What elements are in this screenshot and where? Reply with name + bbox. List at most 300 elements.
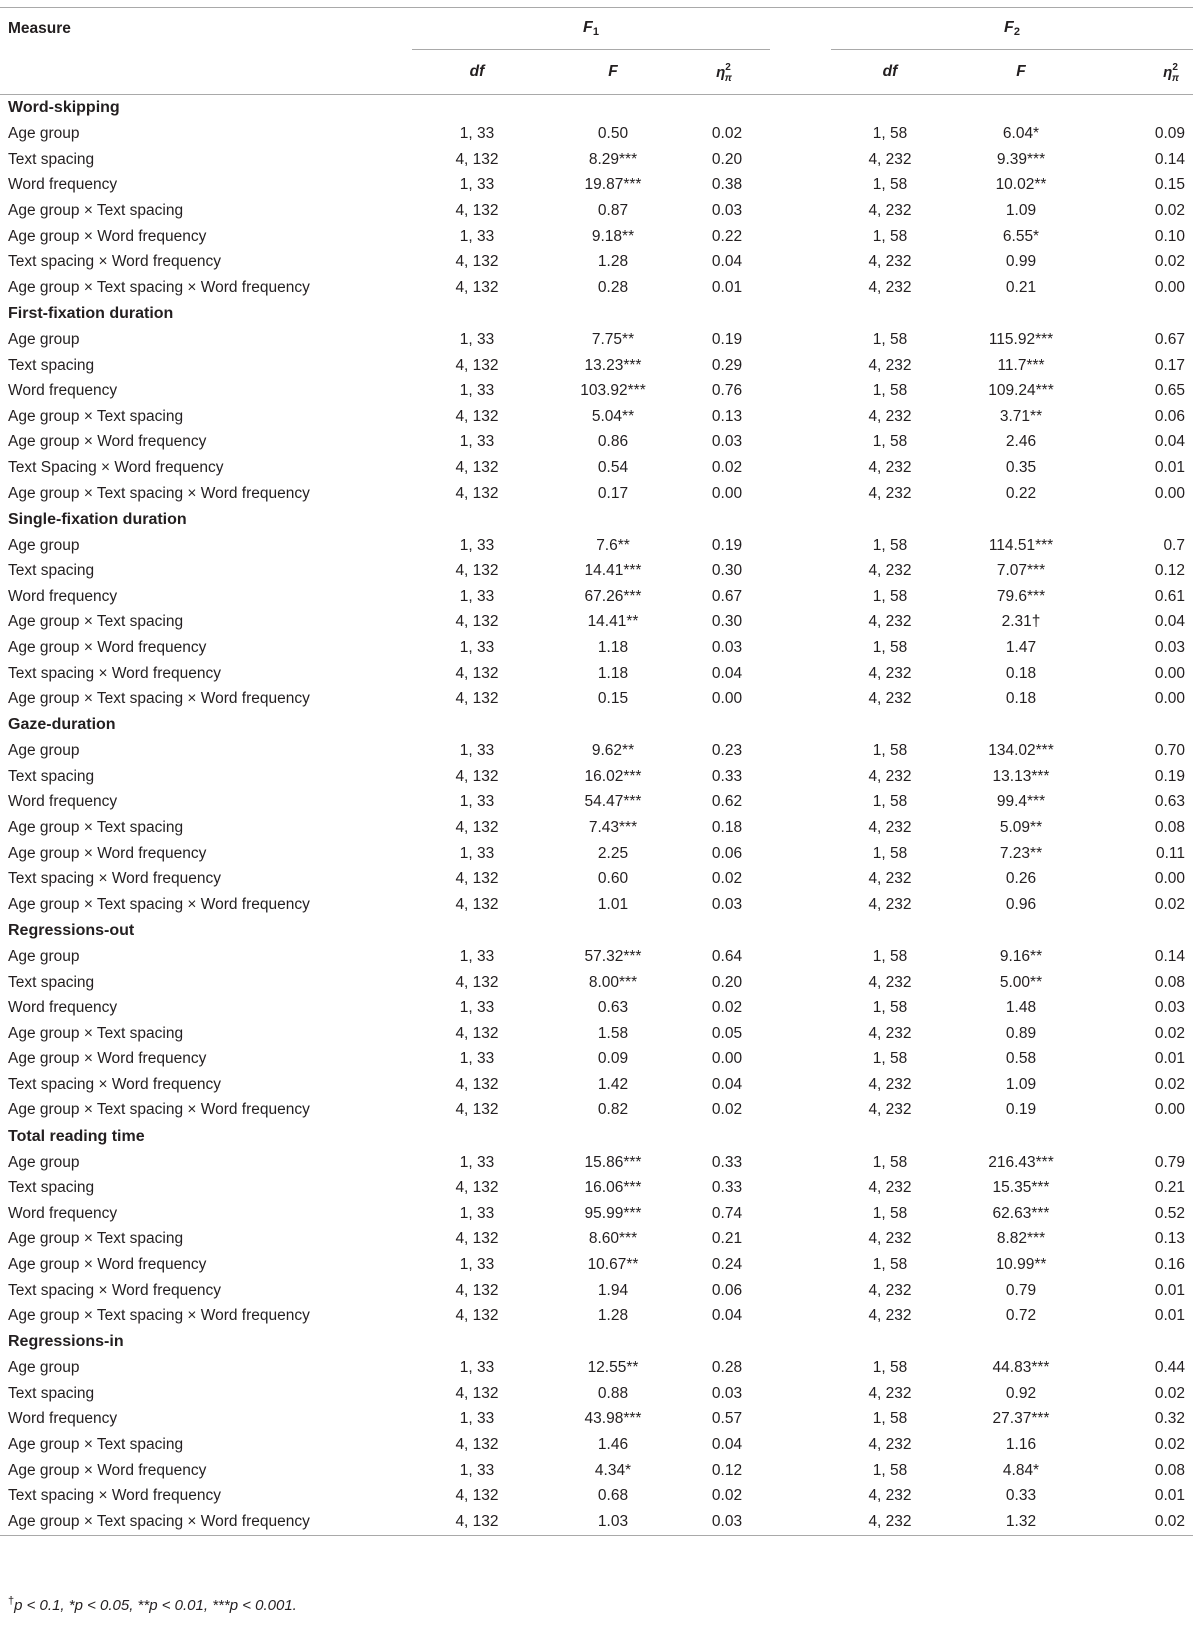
row-label: Age group — [8, 1359, 80, 1377]
cell-f1: 8.60*** — [588, 1230, 638, 1248]
cell-f1: 16.02*** — [584, 767, 642, 785]
cell-df2: 1, 58 — [872, 330, 908, 348]
cell-f2: 1.09 — [1005, 202, 1037, 220]
cell-eta2: 0.7 — [1163, 536, 1185, 554]
row-label: Age group × Text spacing — [8, 1230, 184, 1248]
cell-df2: 4, 232 — [868, 1307, 912, 1325]
row-label: Age group × Text spacing × Word frequency — [8, 1512, 310, 1530]
cell-eta1: 0.12 — [711, 1461, 743, 1479]
cell-df1: 4, 132 — [455, 562, 499, 580]
cell-df2: 4, 232 — [868, 150, 912, 168]
cell-eta2: 0.15 — [1154, 176, 1185, 194]
cell-eta1: 0.03 — [711, 1384, 743, 1402]
cell-df2: 4, 232 — [868, 895, 912, 913]
cell-f2: 99.4*** — [996, 793, 1046, 811]
cell-f2: 11.7*** — [997, 356, 1045, 374]
cell-eta1: 0.04 — [711, 253, 743, 271]
cell-eta1: 0.64 — [711, 947, 743, 965]
table-row — [0, 815, 1193, 841]
table-row — [0, 892, 1193, 918]
cell-eta1: 0.21 — [711, 1230, 743, 1248]
cell-f1: 12.55** — [587, 1359, 639, 1377]
cell-f2: 10.99** — [995, 1255, 1047, 1273]
cell-df2: 4, 232 — [868, 613, 912, 631]
eta-sup: 2 — [1172, 61, 1178, 73]
row-label: Word frequency — [8, 382, 118, 400]
cell-f1: 8.29*** — [588, 150, 638, 168]
cell-f1: 1.94 — [597, 1281, 629, 1299]
eta-sup: 2 — [725, 61, 731, 73]
cell-df1: 4, 132 — [455, 458, 499, 476]
cell-eta1: 0.13 — [711, 407, 743, 425]
cell-f2: 0.99 — [1005, 253, 1037, 271]
table-row — [0, 1407, 1193, 1433]
cell-df2: 1, 58 — [872, 793, 908, 811]
column-header-f1: F — [542, 50, 684, 95]
table-row — [0, 944, 1193, 970]
cell-eta1: 0.03 — [711, 1512, 743, 1530]
cell-gap — [770, 635, 831, 661]
cell-df1: 1, 33 — [459, 433, 495, 451]
cell-eta2: 0.00 — [1154, 870, 1185, 888]
cell-eta2: 0.02 — [1154, 253, 1185, 271]
cell-f2: 0.33 — [1005, 1487, 1037, 1505]
table-row — [0, 1175, 1193, 1201]
cell-df1: 1, 33 — [459, 227, 495, 245]
cell-f1: 1.18 — [597, 664, 629, 682]
table-row — [0, 610, 1193, 636]
cell-gap — [770, 790, 831, 816]
cell-f1: 9.62** — [591, 742, 635, 760]
cell-eta1: 0.76 — [711, 382, 743, 400]
cell-eta1: 0.19 — [711, 330, 743, 348]
cell-df2: 4, 232 — [868, 973, 912, 991]
table-row — [0, 198, 1193, 224]
cell-eta2: 0.00 — [1154, 278, 1185, 296]
cell-eta1: 0.03 — [711, 202, 743, 220]
cell-eta1: 0.00 — [711, 690, 743, 708]
cell-df1: 1, 33 — [459, 330, 495, 348]
section-heading-row — [0, 1329, 1193, 1356]
cell-df1: 1, 33 — [459, 638, 495, 656]
cell-df2: 1, 58 — [872, 742, 908, 760]
cell-eta2: 0.00 — [1154, 484, 1185, 502]
cell-eta2: 0.08 — [1154, 819, 1185, 837]
row-label: Word frequency — [8, 1410, 118, 1428]
cell-df1: 1, 33 — [459, 587, 495, 605]
cell-f2: 216.43*** — [988, 1153, 1054, 1171]
cell-gap — [770, 1432, 831, 1458]
section-title: Single-fixation duration — [8, 510, 187, 528]
eta-symbol: η — [1163, 63, 1173, 81]
cell-f1: 1.18 — [597, 638, 629, 656]
section-heading-row — [0, 95, 1193, 122]
cell-eta2: 0.79 — [1154, 1153, 1185, 1171]
cell-f1: 10.67** — [587, 1255, 639, 1273]
cell-gap — [770, 249, 831, 275]
row-label: Age group × Word frequency — [8, 1255, 207, 1273]
cell-f1: 0.87 — [597, 202, 629, 220]
cell-df2: 4, 232 — [868, 253, 912, 271]
cell-df1: 4, 132 — [455, 1487, 499, 1505]
cell-df2: 4, 232 — [868, 690, 912, 708]
table-row — [0, 558, 1193, 584]
table-row — [0, 1303, 1193, 1329]
cell-gap — [770, 533, 831, 559]
cell-gap — [770, 1458, 831, 1484]
row-label: Text Spacing × Word frequency — [8, 458, 224, 476]
table-row — [0, 1150, 1193, 1176]
cell-df1: 4, 132 — [455, 407, 499, 425]
cell-df1: 4, 132 — [455, 1101, 499, 1119]
cell-df1: 4, 132 — [455, 1024, 499, 1042]
cell-df2: 1, 58 — [872, 1255, 908, 1273]
footnote-text: p < 0.1, *p < 0.05, **p < 0.01, ***p < 0.001. — [14, 1597, 297, 1614]
f1-label: F — [583, 19, 593, 36]
header-row-columns — [0, 50, 1193, 95]
table-row — [0, 327, 1193, 353]
cell-eta2: 0.06 — [1154, 407, 1185, 425]
cell-df2: 4, 232 — [868, 1512, 912, 1530]
cell-df1: 4, 132 — [455, 690, 499, 708]
cell-df1: 1, 33 — [459, 1204, 495, 1222]
eta-symbol: η — [716, 63, 726, 81]
cell-df2: 1, 58 — [872, 1204, 908, 1222]
cell-df1: 4, 132 — [455, 1512, 499, 1530]
cell-eta2: 0.67 — [1154, 330, 1185, 348]
f2-label: F — [1004, 19, 1014, 36]
cell-f1: 1.28 — [597, 253, 629, 271]
cell-eta2: 0.13 — [1154, 1230, 1185, 1248]
cell-eta2: 0.01 — [1154, 1307, 1185, 1325]
table-row — [0, 1483, 1193, 1509]
cell-f2: 0.89 — [1005, 1024, 1037, 1042]
cell-f1: 0.54 — [597, 458, 629, 476]
table-row — [0, 1355, 1193, 1381]
cell-eta1: 0.02 — [711, 1487, 743, 1505]
cell-df1: 1, 33 — [459, 176, 495, 194]
cell-df2: 1, 58 — [872, 1050, 908, 1068]
cell-f2: 6.04* — [1002, 125, 1040, 143]
cell-f2: 44.83*** — [992, 1359, 1050, 1377]
cell-f1: 9.18** — [591, 227, 635, 245]
row-label: Text spacing — [8, 562, 95, 580]
cell-gap — [770, 1150, 831, 1176]
cell-gap — [770, 275, 831, 301]
cell-df2: 1, 58 — [872, 1359, 908, 1377]
cell-f1: 1.58 — [597, 1024, 629, 1042]
cell-gap — [770, 404, 831, 430]
table-row — [0, 455, 1193, 481]
cell-df1: 4, 132 — [455, 870, 499, 888]
section-heading-row — [0, 301, 1193, 328]
cell-eta1: 0.67 — [711, 587, 743, 605]
cell-eta2: 0.08 — [1154, 973, 1185, 991]
cell-df2: 4, 232 — [868, 1075, 912, 1093]
cell-gap — [770, 995, 831, 1021]
cell-f2: 0.18 — [1005, 690, 1037, 708]
cell-f2: 8.82*** — [996, 1230, 1046, 1248]
cell-df1: 1, 33 — [459, 793, 495, 811]
cell-df2: 1, 58 — [872, 125, 908, 143]
cell-f2: 4.84* — [1002, 1461, 1040, 1479]
cell-eta1: 0.33 — [711, 1179, 743, 1197]
cell-f2: 0.18 — [1005, 664, 1037, 682]
row-label: Word frequency — [8, 999, 118, 1017]
section-title: Regressions-out — [8, 921, 135, 939]
cell-gap — [770, 1509, 831, 1535]
section-heading-row — [0, 506, 1193, 533]
column-header-eta2 — [1093, 50, 1193, 95]
cell-gap — [770, 1355, 831, 1381]
cell-f2: 1.48 — [1005, 999, 1037, 1017]
cell-f2: 9.16** — [999, 947, 1043, 965]
table-row — [0, 481, 1193, 507]
table-row — [0, 635, 1193, 661]
cell-eta2: 0.01 — [1154, 458, 1185, 476]
cell-df2: 4, 232 — [868, 278, 912, 296]
cell-f2: 9.39*** — [996, 150, 1046, 168]
cell-f1: 0.28 — [597, 278, 629, 296]
cell-gap — [770, 1201, 831, 1227]
cell-f2: 1.09 — [1005, 1075, 1037, 1093]
cell-eta1: 0.05 — [711, 1024, 743, 1042]
cell-gap — [770, 198, 831, 224]
cell-eta1: 0.24 — [711, 1255, 743, 1273]
table-row — [0, 841, 1193, 867]
row-label: Age group × Text spacing — [8, 613, 184, 631]
column-group-f2 — [831, 8, 1193, 50]
cell-gap — [770, 147, 831, 173]
cell-eta1: 0.06 — [711, 844, 743, 862]
cell-f2: 15.35*** — [992, 1179, 1050, 1197]
cell-eta1: 0.02 — [711, 870, 743, 888]
table-row — [0, 1509, 1193, 1535]
table-row — [0, 1201, 1193, 1227]
table-row — [0, 1458, 1193, 1484]
cell-eta1: 0.19 — [711, 536, 743, 554]
cell-df1: 4, 132 — [455, 664, 499, 682]
cell-f1: 57.32*** — [584, 947, 642, 965]
cell-gap — [770, 686, 831, 712]
table-body — [0, 95, 1193, 1536]
cell-f2: 6.55* — [1002, 227, 1040, 245]
column-header-f2: F — [949, 50, 1093, 95]
cell-eta2: 0.04 — [1154, 433, 1185, 451]
cell-f1: 7.75** — [591, 330, 635, 348]
cell-df1: 4, 132 — [455, 484, 499, 502]
cell-eta1: 0.30 — [711, 562, 743, 580]
cell-df1: 1, 33 — [459, 844, 495, 862]
cell-gap — [770, 738, 831, 764]
cell-gap — [770, 1098, 831, 1124]
eta-sub: π — [724, 72, 732, 84]
table-row — [0, 1072, 1193, 1098]
cell-f1: 19.87*** — [584, 176, 642, 194]
cell-eta2: 0.01 — [1154, 1487, 1185, 1505]
cell-gap — [770, 764, 831, 790]
cell-eta1: 0.23 — [711, 742, 743, 760]
cell-gap — [770, 584, 831, 610]
cell-eta2: 0.02 — [1154, 1384, 1185, 1402]
cell-df1: 1, 33 — [459, 125, 495, 143]
cell-df1: 4, 132 — [455, 150, 499, 168]
cell-eta2: 0.02 — [1154, 1512, 1185, 1530]
table-row — [0, 1381, 1193, 1407]
cell-gap — [770, 558, 831, 584]
cell-df2: 1, 58 — [872, 1153, 908, 1171]
column-group-f1 — [412, 8, 770, 50]
cell-eta1: 0.18 — [711, 819, 743, 837]
cell-gap — [770, 481, 831, 507]
cell-gap — [770, 841, 831, 867]
cell-eta2: 0.04 — [1154, 613, 1185, 631]
cell-df2: 1, 58 — [872, 587, 908, 605]
cell-f1: 0.50 — [597, 125, 629, 143]
cell-df1: 4, 132 — [455, 1384, 499, 1402]
cell-f2: 27.37*** — [992, 1410, 1050, 1428]
cell-df1: 4, 132 — [455, 1075, 499, 1093]
cell-f2: 134.02*** — [988, 742, 1054, 760]
row-label: Age group × Text spacing × Word frequency — [8, 1307, 310, 1325]
cell-f2: 0.21 — [1005, 278, 1037, 296]
cell-f2: 0.22 — [1005, 484, 1037, 502]
row-label: Word frequency — [8, 587, 118, 605]
cell-df1: 4, 132 — [455, 253, 499, 271]
row-label: Age group × Text spacing × Word frequency — [8, 1101, 310, 1119]
cell-f1: 5.04** — [591, 407, 635, 425]
table-row — [0, 1278, 1193, 1304]
cell-df2: 1, 58 — [872, 947, 908, 965]
cell-df2: 4, 232 — [868, 1101, 912, 1119]
header-row-groups — [0, 8, 1193, 50]
cell-df1: 4, 132 — [455, 356, 499, 374]
cell-df2: 4, 232 — [868, 664, 912, 682]
cell-df2: 4, 232 — [868, 767, 912, 785]
cell-gap — [770, 1381, 831, 1407]
cell-f2: 1.32 — [1005, 1512, 1037, 1530]
cell-df1: 1, 33 — [459, 1255, 495, 1273]
cell-f2: 1.16 — [1005, 1436, 1037, 1454]
row-label: Age group × Word frequency — [8, 433, 207, 451]
cell-df2: 1, 58 — [872, 999, 908, 1017]
cell-f2: 62.63*** — [992, 1204, 1050, 1222]
table-footnote — [8, 1597, 297, 1614]
table-row — [0, 147, 1193, 173]
cell-df2: 4, 232 — [868, 458, 912, 476]
section-title: Regressions-in — [8, 1333, 124, 1351]
cell-f1: 0.17 — [597, 484, 629, 502]
cell-f2: 114.51*** — [988, 536, 1054, 554]
dagger-symbol: † — [8, 1595, 15, 1607]
cell-f1: 14.41** — [587, 613, 639, 631]
section-title: First-fixation duration — [8, 304, 174, 322]
cell-gap — [770, 1175, 831, 1201]
cell-eta1: 0.03 — [711, 638, 743, 656]
table-row — [0, 866, 1193, 892]
column-header-df1: df — [412, 50, 542, 95]
cell-df2: 1, 58 — [872, 433, 908, 451]
cell-gap — [770, 1278, 831, 1304]
section-heading-row — [0, 918, 1193, 945]
table-row — [0, 533, 1193, 559]
cell-eta1: 0.04 — [711, 1075, 743, 1093]
cell-eta2: 0.32 — [1154, 1410, 1185, 1428]
cell-df1: 1, 33 — [459, 1050, 495, 1068]
cell-f1: 1.03 — [597, 1512, 629, 1530]
cell-gap — [770, 1407, 831, 1433]
table-row — [0, 173, 1193, 199]
cell-f1: 0.09 — [597, 1050, 629, 1068]
cell-f2: 7.23** — [999, 844, 1043, 862]
cell-eta2: 0.01 — [1154, 1281, 1185, 1299]
cell-f2: 7.07*** — [996, 562, 1046, 580]
row-label: Age group — [8, 125, 80, 143]
f1-subscript: 1 — [592, 26, 599, 38]
cell-gap — [770, 1227, 831, 1253]
row-label: Age group — [8, 947, 80, 965]
cell-eta2: 0.21 — [1154, 1179, 1185, 1197]
cell-eta2: 0.03 — [1154, 638, 1185, 656]
cell-gap — [770, 815, 831, 841]
cell-eta1: 0.00 — [711, 1050, 743, 1068]
cell-gap — [770, 866, 831, 892]
cell-f1: 43.98*** — [584, 1410, 642, 1428]
cell-df2: 1, 58 — [872, 844, 908, 862]
cell-f1: 2.25 — [597, 844, 629, 862]
table-row — [0, 1227, 1193, 1253]
row-label: Text spacing — [8, 1384, 95, 1402]
cell-f2: 0.35 — [1005, 458, 1037, 476]
cell-df2: 4, 232 — [868, 484, 912, 502]
table-row — [0, 738, 1193, 764]
cell-df2: 1, 58 — [872, 1461, 908, 1479]
cell-eta1: 0.04 — [711, 1307, 743, 1325]
cell-df1: 4, 132 — [455, 1436, 499, 1454]
row-label: Age group × Text spacing × Word frequency — [8, 895, 310, 913]
row-label: Age group — [8, 536, 80, 554]
cell-gap — [770, 353, 831, 379]
cell-gap — [770, 327, 831, 353]
cell-df2: 4, 232 — [868, 407, 912, 425]
cell-eta1: 0.04 — [711, 1436, 743, 1454]
section-title: Total reading time — [8, 1127, 145, 1145]
column-header-df2: df — [831, 50, 949, 95]
cell-eta2: 0.17 — [1154, 356, 1185, 374]
cell-eta2: 0.03 — [1154, 999, 1185, 1017]
cell-eta2: 0.09 — [1154, 125, 1185, 143]
cell-eta2: 0.12 — [1154, 562, 1185, 580]
cell-f1: 0.63 — [597, 999, 629, 1017]
cell-df2: 4, 232 — [868, 1230, 912, 1248]
table-row — [0, 790, 1193, 816]
table-row — [0, 1432, 1193, 1458]
cell-df1: 1, 33 — [459, 382, 495, 400]
cell-eta1: 0.20 — [711, 150, 743, 168]
bottom-rule — [0, 1535, 1193, 1536]
table-row — [0, 686, 1193, 712]
cell-df2: 4, 232 — [868, 202, 912, 220]
cell-eta1: 0.33 — [711, 1153, 743, 1171]
cell-df1: 1, 33 — [459, 1359, 495, 1377]
cell-df2: 4, 232 — [868, 1487, 912, 1505]
row-label: Word frequency — [8, 1204, 118, 1222]
row-label: Age group × Word frequency — [8, 1461, 207, 1479]
row-label: Text spacing × Word frequency — [8, 1487, 221, 1505]
cell-f1: 103.92*** — [580, 382, 646, 400]
column-header-eta1 — [684, 50, 770, 95]
column-header-measure: Measure — [8, 19, 71, 37]
